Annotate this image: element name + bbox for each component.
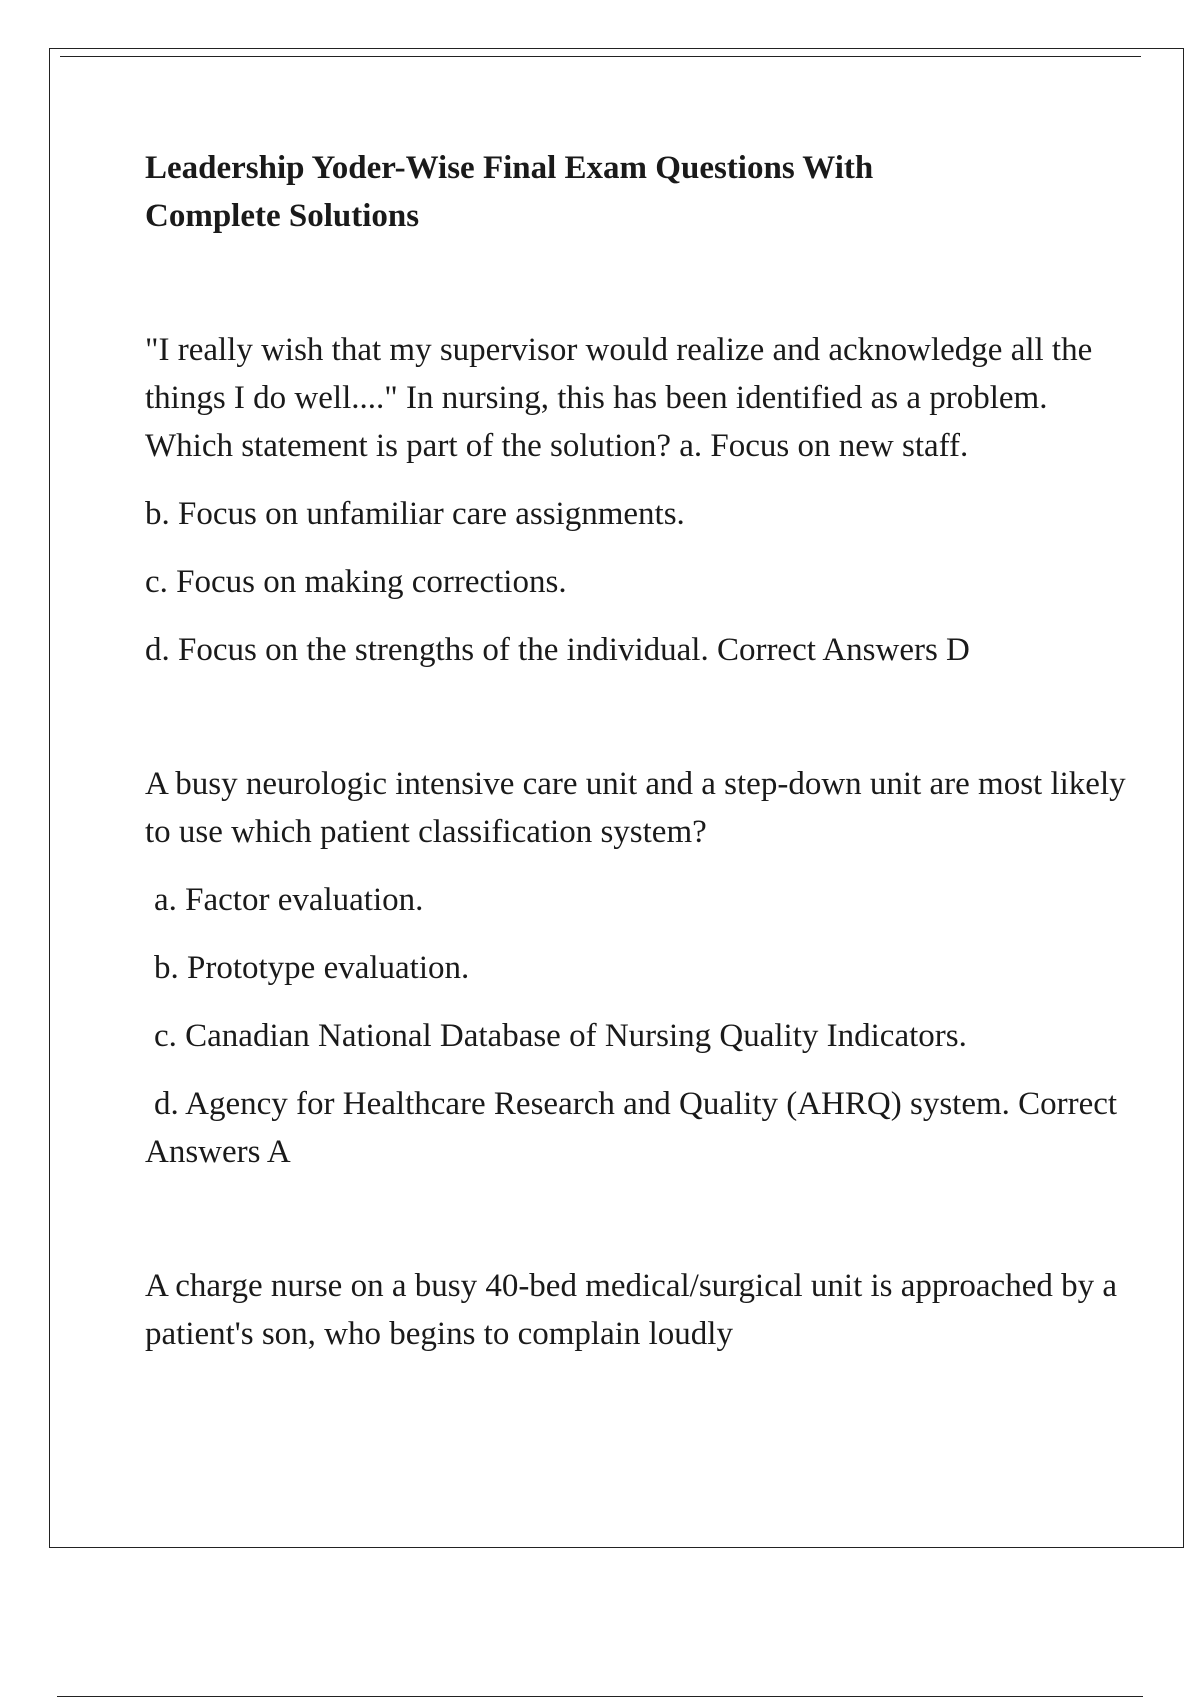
question-3	[145, 1262, 1135, 1358]
document-title: Leadership Yoder-Wise Final Exam Questions With Complete Solutions	[145, 150, 874, 234]
answer-option: b. Focus on unfamiliar care assignments.	[145, 496, 685, 532]
top-rule	[60, 56, 1141, 57]
answer-option: c. Canadian National Database of Nursing Quality Indicators.	[154, 1018, 967, 1054]
answer-option: b. Prototype evaluation.	[154, 950, 470, 986]
page-frame	[49, 48, 1184, 1548]
answer-option: a. Factor evaluation.	[154, 882, 424, 918]
document-content	[145, 144, 1145, 1358]
answer-option: d. Agency for Healthcare Research and Quality (AHRQ) system. Correct Answers A	[145, 1086, 1118, 1170]
question-stem: A busy neurologic intensive care unit and a step-down unit are most likely to use which patient classification system?	[145, 766, 1126, 850]
question-stem: A charge nurse on a busy 40-bed medical/surgical unit is approached by a patient's son, who begins to complain loudly	[145, 1268, 1118, 1352]
answer-option: d. Focus on the strengths of the individual. Correct Answers D	[145, 632, 970, 668]
question-stem: "I really wish that my supervisor would realize and acknowledge all the things I do well...." In nursing, this has been identified as a problem. Which statement is part of the solution? a. Focus on new staff.	[145, 332, 1093, 464]
answer-option: c. Focus on making corrections.	[145, 564, 567, 600]
question-1	[145, 326, 1135, 674]
question-2	[145, 760, 1135, 1176]
bottom-rule	[57, 1696, 1143, 1697]
